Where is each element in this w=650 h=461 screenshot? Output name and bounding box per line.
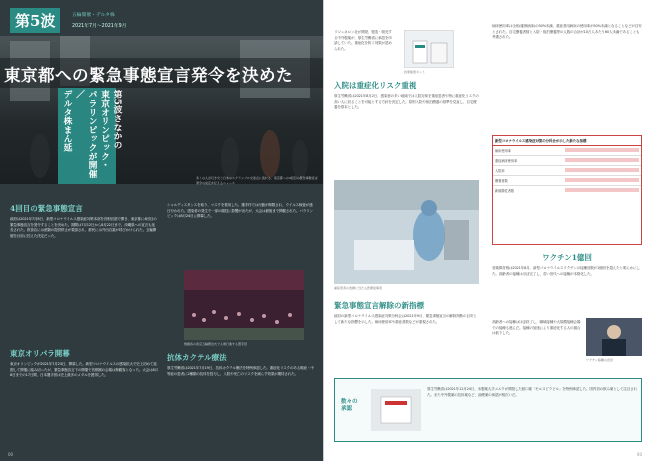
indicator-table-row	[493, 186, 641, 195]
indicator-table-row	[493, 146, 641, 156]
section-body: 厚生労働省は2021年8月2日、感染者の多い地域では入院対象を重症患者や特に重症化リスクの高い人に絞ることを可能とする方針を決定した。原則入院や宿泊療養の基準を見直し、自宅療養を基本とした。	[334, 94, 479, 110]
vaccine-photo-image	[586, 318, 642, 356]
ceremony-photo-image	[184, 270, 304, 340]
left-section-1	[10, 203, 158, 345]
indicator-table-row	[493, 156, 641, 166]
left-page	[0, 0, 323, 461]
vaccine-photo	[586, 318, 642, 356]
section-body: 政府の新型コロナウイルス感染症対策分科会は2021年9月、緊急事態宣言の解除判断の目安として新たな指標を示した。病床使用率や重症者数などが重視された。	[334, 314, 477, 324]
indicator-table	[492, 135, 642, 245]
section-body: 政府は2021年7月8日、新型コロナウイルス感染症対策本部を首相官邸で開き、東京都に4回目の緊急事態宣言を発令することを決めた。期間は7月12日から8月22日まで。沖縄県への宣言も延長された。飲食店には酒類の提供停止が要請され、都民には外出自粛が呼びかけられた。五輪開催を目前に控えた決定だった。	[10, 217, 157, 238]
kit-photo-image	[405, 31, 454, 68]
approvals-box	[334, 378, 642, 442]
banner-photo-image	[0, 36, 323, 184]
indicator-label: 療養者数	[495, 179, 508, 183]
vaccine-text: 高齢者への接種はほぼ終了し、職域接種や大規模接種会場での接種も進んだ。接種の加速により重症化する人の割合は低下した。	[492, 320, 581, 336]
kit-caption: 抗原検査キット	[404, 70, 425, 74]
right-top-text: リジェネロン社が開発、製造・販売する中外製薬が、厚生労働省に承認を申請していた。重症化を防ぐ効果が認められた。	[334, 30, 392, 51]
indicator-label: 重症病床使用率	[495, 159, 518, 163]
hospital-photo	[334, 180, 479, 284]
indicator-bar	[565, 168, 639, 172]
section-title: 東京オリパラ開幕	[10, 349, 70, 358]
section-title: ワクチン1億回	[542, 253, 592, 262]
page-number-right: 00	[636, 452, 642, 457]
kit-photo	[404, 30, 454, 68]
ceremony-photo	[184, 270, 304, 340]
indicator-label: 新規陽性者数	[495, 189, 515, 193]
middle-section-2	[167, 352, 315, 454]
indicator-table-row	[493, 166, 641, 176]
chapter-dates: 2021年7月～2021年9月	[72, 24, 127, 29]
ceremony-caption: 無観客の東京五輪開会式で入場行進する選手団	[184, 342, 248, 346]
lead-line: デルタ株まん延	[61, 90, 72, 152]
approvals-photo	[371, 389, 421, 431]
section-body: 菅義偉首相は2021年8月、新型コロナウイルスワクチンの接種回数が1億回を超えたと明らかにした。高齢者の接種はほぼ完了し、若い世代への接種が本格化した。	[492, 266, 640, 276]
section-body: 東京オリンピックが2021年7月23日、開幕した。新型コロナウイルスの感染拡大で史上初めて延期して開催に踏み切ったが、緊急事態宣言下の開催で首都圏の会場は無観客となった。大会は8月8日までの17日間、日本選手団は史上最多のメダルを獲得した。	[10, 362, 158, 378]
lead-lines	[60, 90, 123, 182]
indicator-bar	[565, 188, 639, 192]
indicator-label: 病床使用率	[495, 149, 511, 153]
banner-caption: 多くの人が行き交う日本のスクランブル交差点に流れる、東京都への4回目の緊急事態宣言発令の決定を伝えるニュース	[196, 176, 318, 185]
chapter-title: 第5波	[10, 8, 60, 33]
right-section-3	[492, 252, 642, 324]
approvals-body: 厚生労働省は2021年12月24日、米製薬大手メルクが開発した経口薬「モルヌピラビル」を特例承認した。国内初の飲み薬として注目された。また中外製薬の抗体薬など、治療薬の承認が相次いだ。	[427, 387, 637, 397]
page-number-left: 00	[8, 452, 14, 457]
lead-line: 第5波さなかの	[111, 90, 122, 149]
vaccine-caption: ワクチン接種の会見	[586, 358, 613, 362]
hospital-photo-image	[334, 180, 479, 284]
indicator-table-row	[493, 176, 641, 186]
section-body: 厚生労働省は2021年7月19日、抗体カクテル療法を特例承認した。重症化リスクのある軽症・中等症の患者に2種類の抗体を投与し、入院や死亡のリスクを減らす効果が期待された。	[167, 366, 314, 376]
lead-line: パラリンピックが開催／	[74, 90, 97, 178]
banner-photo	[0, 36, 323, 184]
right-page	[323, 0, 650, 461]
section-title: 緊急事態宣言解除の新指標	[334, 301, 424, 310]
approvals-label: 数々の 承認	[341, 399, 358, 412]
section-title: 入院は重症化リスク重視	[334, 81, 417, 90]
middle-section-1	[167, 203, 315, 265]
chapter-header	[10, 8, 210, 34]
indicator-label: 入院率	[495, 169, 505, 173]
lead-line: 東京オリンピック・	[99, 90, 109, 170]
right-col2-text: 病床使用率は全体(確保病床)の50%未満、重症者用病床の使用率が50%未満となることなどが目安とされた。自宅療養者数と入院・宿泊療養等の人数の合計が10万人あたり60人未満であることも考慮された。	[492, 24, 642, 40]
approvals-photo-image	[371, 389, 421, 431]
right-section-2	[334, 300, 479, 374]
indicator-bar	[565, 148, 639, 152]
chapter-subtitle: 五輪開催・デルタ株	[72, 13, 115, 18]
indicator-bar	[565, 178, 639, 182]
indicator-table-title: 新型コロナウイルス感染症対策の分科会が示した新たな指標	[493, 136, 641, 146]
section-title: 4回目の緊急事態宣言	[10, 204, 83, 213]
banner-sign-text: 東京都への緊急事態宣言発令を決めた	[4, 66, 293, 85]
section-title: 抗体カクテル療法	[167, 353, 227, 362]
indicator-bar	[565, 158, 639, 162]
hospital-caption: 重症患者の治療に当たる医療従事者	[334, 286, 383, 290]
right-section-1	[334, 80, 479, 164]
left-section-2	[10, 348, 158, 457]
section-body: シャルディスタンスを取り、マスクを着用した。選手村では行動が制限され、ウイルス検査が連日行われた。感染者の発生で一部の競技に影響が出たが、大会は最後まで開催された。パラリンピックは8月24日に開幕した。	[167, 203, 313, 219]
